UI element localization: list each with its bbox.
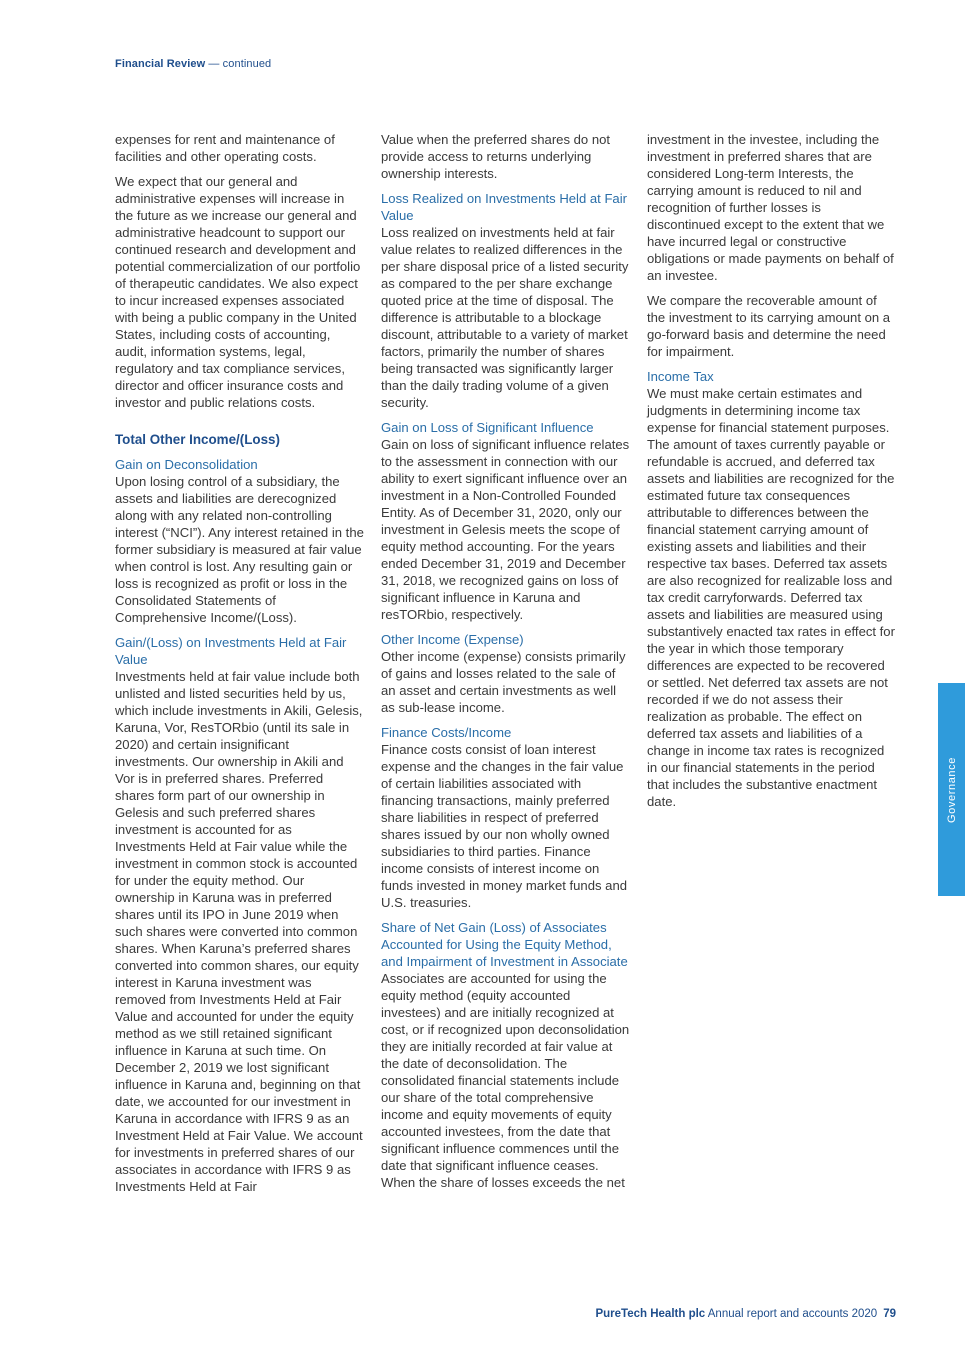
paragraph: Upon losing control of a subsidiary, the assets and liabilities are derecognized along with any related non-controlling interest (“NCI”). Any interest retained in the former subsidiary is measured at fair value when control is lost. Any resulting gain or loss is recognized as profit or loss in the Consolidated Statements of Comprehensive Income/(Loss). xyxy=(115,474,364,625)
subheading-share-of-net-gain: Share of Net Gain (Loss) of Associates Accounted for Using the Equity Method, and Impairment of Investment in Associate xyxy=(381,920,628,969)
section-tab-label: Governance xyxy=(945,756,958,823)
subheading-gain-on-loss-of-influence: Gain on Loss of Significant Influence xyxy=(381,420,594,435)
column-3 xyxy=(647,131,897,818)
subheading-gain-on-deconsolidation: Gain on Deconsolidation xyxy=(115,457,258,472)
paragraph: Associates are accounted for using the equity method (equity accounted investees) and are initially recognized at cost, or if recognized upon deconsolidation they are initially recorded at fair value at the date of deconsolidation. The consolidated financial statements include our share of the total comprehensive income and equity movements of equity accounted investees, from the date that significant influence commences until the date that significant influence ceases. When the share of losses exceeds the net xyxy=(381,971,630,1190)
footer-report-title: Annual report and accounts 2020 xyxy=(705,1308,878,1320)
paragraph: Value when the preferred shares do not provide access to returns underlying ownership interests. xyxy=(381,132,611,181)
paragraph: We expect that our general and administrative expenses will increase in the future as we increase our general and administrative headcount to support our continued research and development and potential commercialization of our portfolio of therapeutic candidates. We also expect to incur increased expenses associated with being a public company in the United States, including costs of accounting, audit, information systems, legal, regulatory and tax compliance services, director and officer insurance costs and investor and public relations costs. xyxy=(115,174,361,410)
footer-company: PureTech Health plc xyxy=(595,1308,706,1320)
section-title: Financial Review xyxy=(115,58,206,70)
paragraph: Finance costs consist of loan interest expense and the changes in the fair value of certain liabilities associated with financing transactions, mainly preferred share liabilities in respect of preferred shares issued by our non wholly owned subsidiaries to third parties. Finance income consists of interest income on funds invested in money market funds and U.S. treasuries. xyxy=(381,742,628,910)
subheading-income-tax: Income Tax xyxy=(647,369,714,384)
paragraph: expenses for rent and maintenance of facilities and other operating costs. xyxy=(115,132,335,164)
running-header xyxy=(115,58,271,70)
paragraph: We must make certain estimates and judgments in determining income tax expense for financial statement purposes. The amount of taxes currently payable or refundable is accrued, and deferred tax assets and liabilities are recognized for the estimated future tax consequences attributable to differences between the financial statement carrying amount of existing assets and liabilities and their respective tax bases. Deferred tax assets are also recognized for realizable loss and tax credit carryforwards. Deferred tax assets and liabilities are measured using substantively enacted tax rates in effect for the year in which those temporary differences are expected to be recovered or settled. Net deferred tax assets are not recorded if we do not assess their realization as probable. The effect on deferred tax assets and liabilities of a change in income tax rates is recognized in our financial statements in the period that includes the substantive enactment date. xyxy=(647,386,895,809)
column-2 xyxy=(381,131,631,1199)
paragraph: We compare the recoverable amount of the investment to its carrying amount on a go-forward basis and determine the need for impairment. xyxy=(647,293,891,359)
subheading-finance-costs: Finance Costs/Income xyxy=(381,725,512,740)
subheading-other-income: Other Income (Expense) xyxy=(381,632,524,647)
paragraph: Loss realized on investments held at fair value relates to realized differences in the per share disposal price of a listed security as compared to the per share exchange quoted price at the time of disposal. The difference is attributable to a blockage discount, attributable to a variety of market factors, primarily the number of shares being transacted was significantly larger than the daily trading volume of a given security. xyxy=(381,225,629,410)
paragraph: Investments held at fair value include both unlisted and listed securities held by us, which include investments in Akili, Gelesis, Karuna, Vor, ResTORbio (until its sale in 2020) and certain insignificant investments. Our ownership in Akili and Vor is in preferred shares. Preferred shares form part of our ownership in Gelesis and such preferred shares investment is accounted for as Investments Held at Fair value while the investment in common stock is accounted for under the equity method. Our ownership in Karuna was in preferred shares until its IPO in June 2019 when such shares were converted into common shares. When Karuna’s preferred shares converted into common shares, our equity interest in Karuna investment was removed from Investments Held at Fair Value and accounted for under the equity method as we still retained significant influence in Karuna at such time. On December 2, 2019 we lost significant influence in Karuna and, beginning on that date, we accounted for our investment in Karuna in accordance with IFRS 9 as an Investment Held at Fair Value. We account for investments in preferred shares of our associates in accordance with IFRS 9 as Investments Held at Fair xyxy=(115,669,363,1194)
section-heading-total-other-income: Total Other Income/(Loss) xyxy=(115,432,280,447)
paragraph: Other income (expense) consists primarily of gains and losses related to the sale of an asset and certain investments as well as sub-lease income. xyxy=(381,649,626,715)
section-continued: — continued xyxy=(205,58,272,70)
column-1 xyxy=(115,131,365,1203)
paragraph: investment in the investee, including the investment in preferred shares that are considered Long-term Interests, the carrying amount is reduced to nil and recognition of further losses is discontinued except to the extent that we have incurred legal or constructive obligations or made payments on behalf of an investee. xyxy=(647,132,894,283)
paragraph: Gain on loss of significant influence relates to the assessment in connection with our ability to exert significant influence over an investment in a Non-Controlled Founded Entity. As of December 31, 2020, only our investment in Gelesis meets the scope of equity method accounting. For the years ended December 31, 2019 and December 31, 2018, we recognized gains on loss of significant influence in Karuna and resTORbio, respectively. xyxy=(381,437,630,622)
page-footer xyxy=(595,1308,896,1320)
subheading-gain-loss-on-investments: Gain/(Loss) on Investments Held at Fair Value xyxy=(115,635,347,667)
page-number: 79 xyxy=(883,1308,896,1320)
section-tab-governance[interactable] xyxy=(938,683,965,896)
subheading-loss-realized: Loss Realized on Investments Held at Fair Value xyxy=(381,191,627,223)
